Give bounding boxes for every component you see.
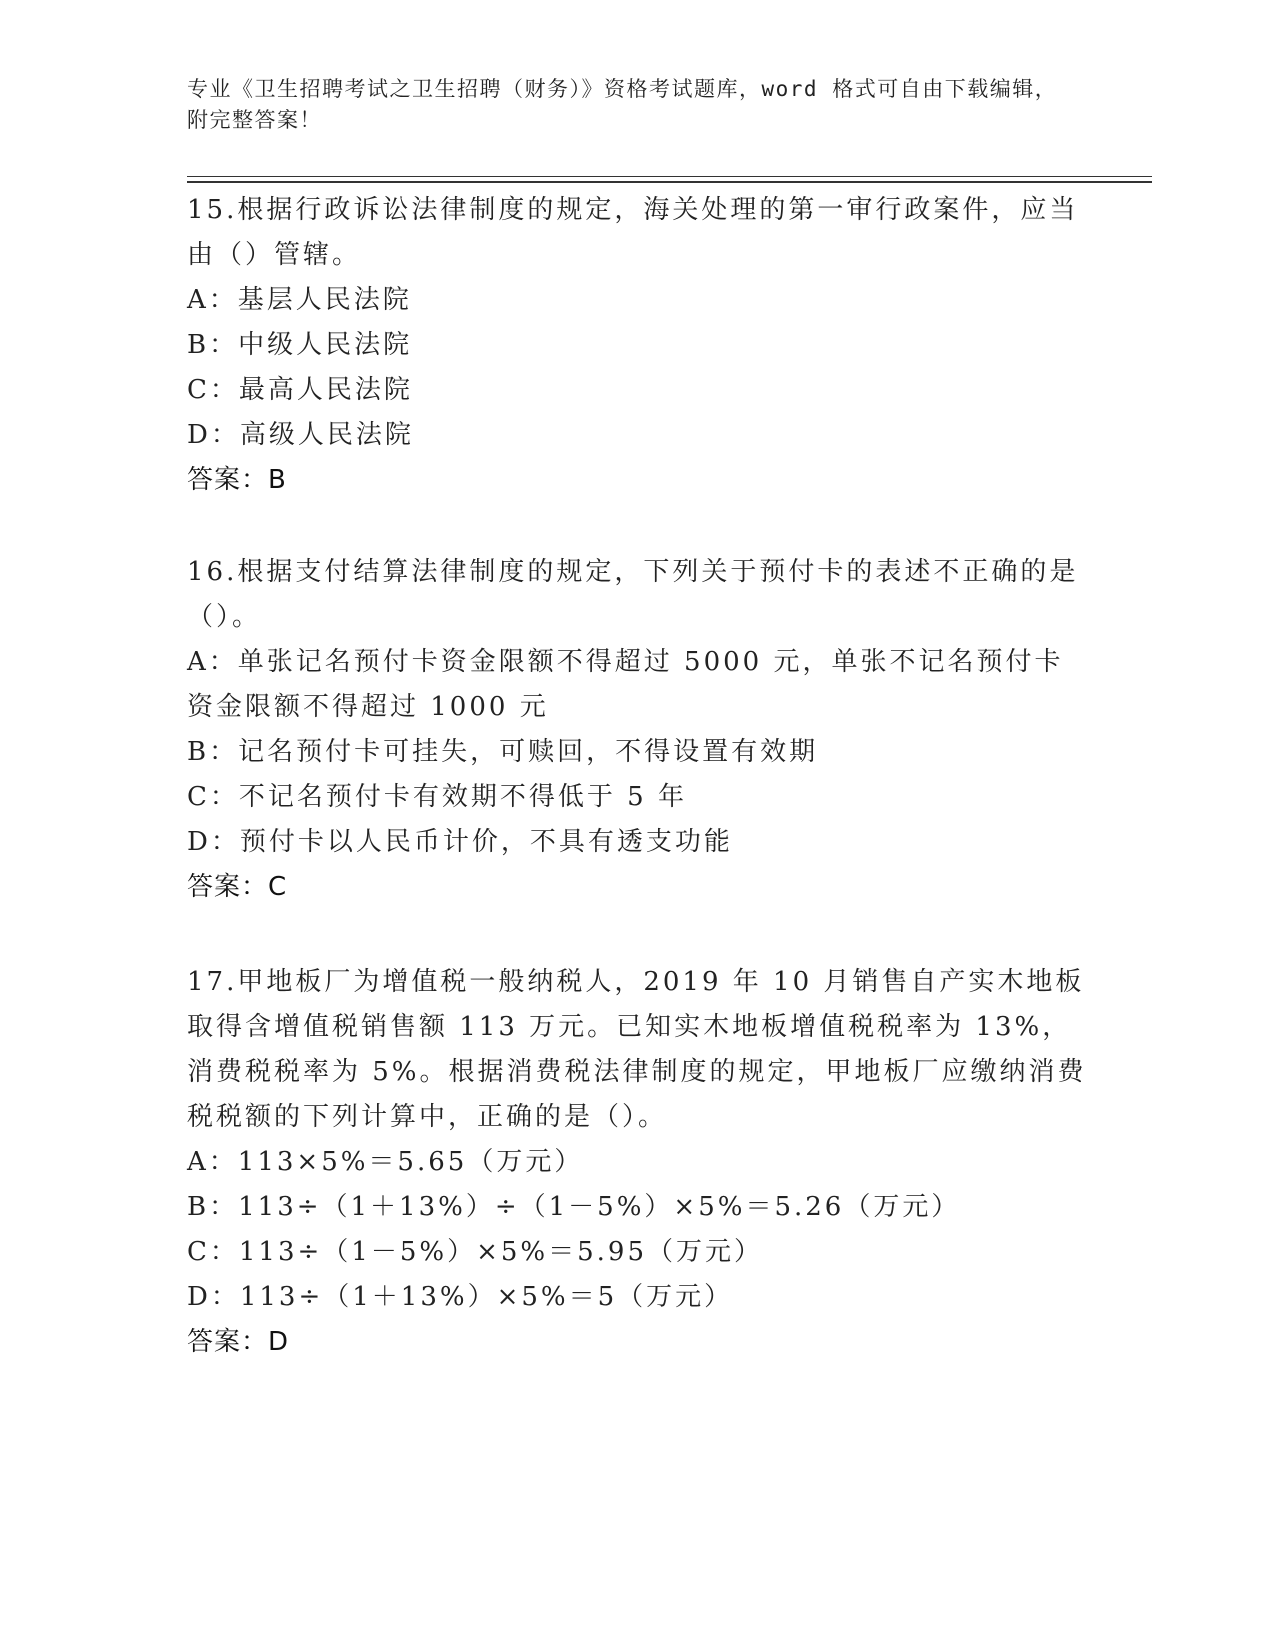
option-a: A：基层人民法院 [187, 285, 412, 315]
option-a: A：单张记名预付卡资金限额不得超过 5000 元，单张不记名预付卡资金限额不得超过 1000 元 [187, 647, 1064, 722]
option-c: C：不记名预付卡有效期不得低于 5 年 [187, 782, 687, 812]
option-b: B：113÷（1＋13%）÷（1－5%）×5%＝5.26（万元） [187, 1192, 961, 1222]
question-16 [187, 550, 1087, 910]
option-d: D：113÷（1＋13%）×5%＝5（万元） [187, 1282, 734, 1312]
header-divider-thin [187, 176, 1152, 177]
question-stem: 15.根据行政诉讼法律制度的规定，海关处理的第一审行政案件，应当由（）管辖。 [187, 195, 1079, 270]
question-stem: 17.甲地板厂为增值税一般纳税人，2019 年 10 月销售自产实木地板取得含增值税销售额 113 万元。已知实木地板增值税税率为 13%，消费税税率为 5%。根据消费税法律制度的规定，甲地板厂应缴纳消费税税额的下列计算中，正确的是（）。 [187, 967, 1087, 1132]
document-header: 专业《卫生招聘考试之卫生招聘（财务）》资格考试题库，word 格式可自由下载编辑，附完整答案！ [187, 77, 1058, 132]
answer-label: 答案：D [187, 1327, 290, 1357]
option-a: A：113×5%＝5.65（万元） [187, 1147, 584, 1177]
answer-label: 答案：B [187, 465, 287, 495]
question-17 [187, 960, 1087, 1365]
option-d: D：高级人民法院 [187, 420, 414, 450]
question-stem: 16.根据支付结算法律制度的规定，下列关于预付卡的表述不正确的是（）。 [187, 557, 1079, 632]
question-15 [187, 188, 1087, 503]
answer-label: 答案：C [187, 872, 288, 902]
option-d: D：预付卡以人民币计价，不具有透支功能 [187, 827, 733, 857]
option-c: C：113÷（1－5%）×5%＝5.95（万元） [187, 1237, 764, 1267]
option-b: B：中级人民法院 [187, 330, 413, 360]
option-b: B：记名预付卡可挂失，可赎回，不得设置有效期 [187, 737, 819, 767]
header-divider-thick [187, 181, 1152, 183]
option-c: C：最高人民法院 [187, 375, 413, 405]
